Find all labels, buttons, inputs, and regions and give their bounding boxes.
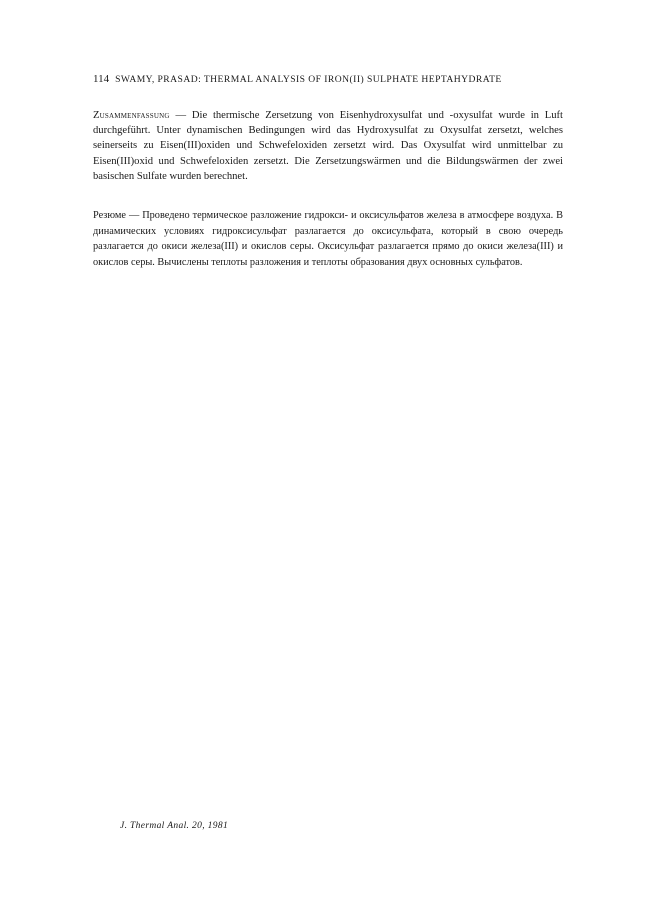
russian-abstract-dash: —: [126, 210, 143, 221]
russian-abstract-body: Проведено термическое разложение гидрокси- и оксисульфатов железа в атмосфере воздуха. В динамических условиях гидроксисульфат разлагается до оксисульфата, который в свою очередь разлагается до окиси железа(III) и окислов серы. Оксисульфат разлагается прямо до окиси железа(III) и окислов серы. Вычислены теплоты разложения и теплоты образования двух основных сульфатов.: [93, 210, 563, 268]
russian-abstract: [93, 208, 563, 270]
german-abstract-label: Zusammenfassung: [93, 110, 170, 121]
running-header: [93, 73, 563, 85]
page-number: 114: [93, 73, 110, 85]
german-abstract-dash: —: [169, 110, 192, 121]
journal-citation: J. Thermal Anal. 20, 1981: [120, 821, 229, 831]
running-title: SWAMY, PRASAD: THERMAL ANALYSIS OF IRON(II) SULPHATE HEPTAHYDRATE: [115, 74, 502, 85]
german-abstract-body: Die thermische Zersetzung von Eisenhydroxysulfat und -oxysulfat wurde in Luft durchgeführt. Unter dynamischen Bedingungen wird das Hydroxysulfat zu Oxysulfat zersetzt, welches seinerseits zu Eisen(III)oxiden und Schwefeloxiden zersetzt wird. Das Oxysulfat wird unmittelbar zu Eisen(III)oxid und Schwefeloxiden zersetzt. Die Zersetzungswärmen und die Bildungswärmen der zwei basischen Sulfate wurden berechnet.: [93, 110, 563, 182]
german-abstract: [93, 108, 563, 184]
russian-abstract-label: Резюме: [93, 210, 126, 221]
